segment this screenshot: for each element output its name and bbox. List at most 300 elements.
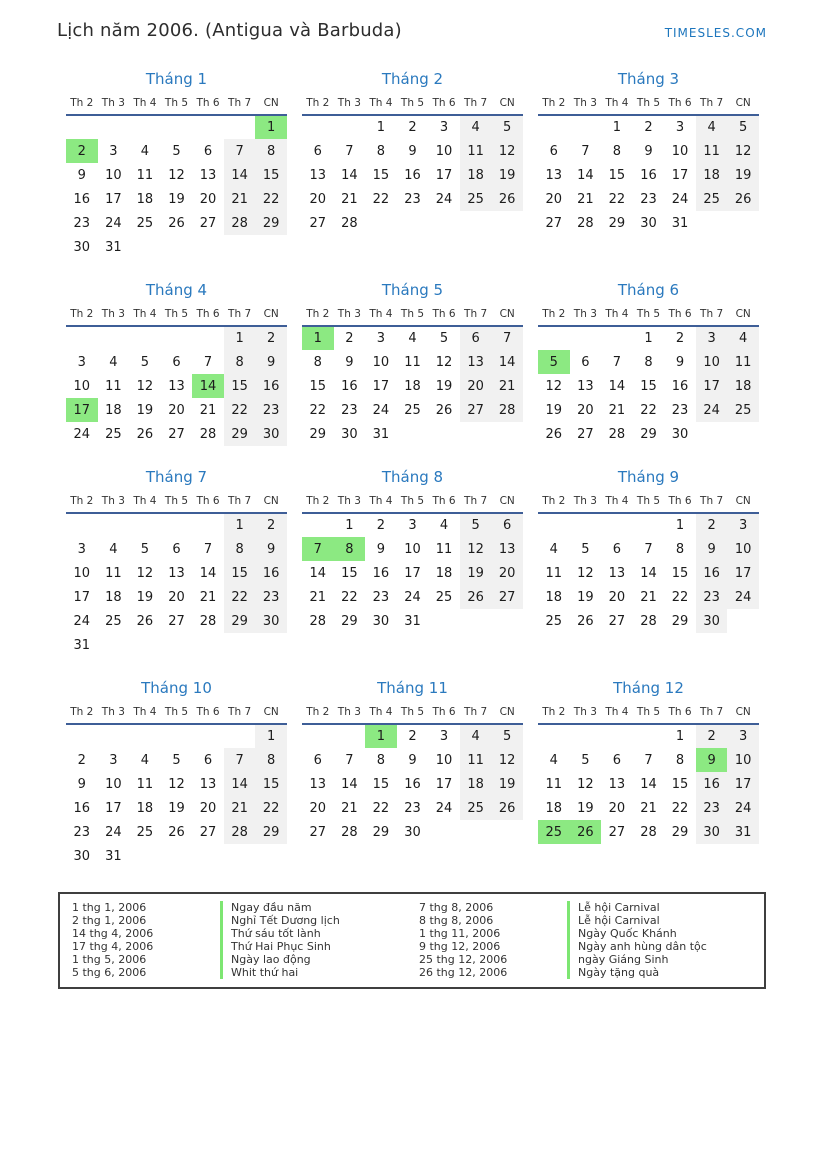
day-cell: 19 (168, 191, 185, 207)
empty-day-cell (192, 513, 224, 537)
day-cell: 5 (172, 143, 181, 159)
weekday-header: Th 6 (428, 94, 460, 115)
weekday-header: Th 2 (66, 492, 98, 513)
day-cell: 14 (640, 565, 657, 581)
day-cell: 28 (608, 426, 626, 442)
day-cell: 4 (408, 331, 417, 346)
legend-row (72, 940, 405, 953)
holiday-day-cell: 5 (538, 350, 570, 374)
legend-date: 8 thg 8, 2006 (419, 914, 494, 927)
weekday-header: Th 5 (633, 492, 665, 513)
day-cell: 20 (168, 402, 185, 418)
day-cell: 26 (491, 187, 523, 211)
empty-day-cell (66, 513, 98, 537)
empty-day-cell (161, 115, 193, 139)
empty-day-cell (570, 724, 602, 748)
legend-date: 26 thg 12, 2006 (419, 966, 508, 979)
weekday-header: Th 4 (601, 94, 633, 115)
day-cell: 23 (341, 402, 358, 418)
weekday-header: CN (255, 305, 287, 326)
day-cell: 17 (73, 589, 91, 605)
day-cell: 4 (439, 518, 449, 533)
day-cell: 6 (612, 752, 622, 768)
day-cell: 22 (341, 589, 358, 605)
weekday-header: Th 3 (334, 492, 366, 513)
day-cell: 17 (696, 374, 728, 398)
month-6 (538, 281, 759, 446)
weekday-header: Th 3 (570, 305, 602, 326)
day-cell: 8 (675, 541, 685, 557)
day-cell: 11 (136, 167, 154, 183)
day-cell: 2 (408, 120, 417, 135)
day-cell: 24 (105, 215, 122, 231)
day-cell: 2 (376, 518, 386, 533)
day-cell: 9 (696, 537, 728, 561)
weekday-header: Th 4 (365, 703, 397, 724)
weekday-header: Th 6 (192, 305, 224, 326)
month-title: Tháng 7 (145, 468, 208, 486)
legend-row (72, 953, 405, 966)
empty-day-cell (161, 235, 193, 259)
day-cell: 18 (460, 163, 492, 187)
day-cell: 16 (671, 378, 689, 394)
weekday-header: Th 2 (302, 305, 334, 326)
page-header (0, 0, 827, 41)
day-cell: 25 (435, 589, 453, 605)
day-cell: 23 (696, 585, 728, 609)
day-cell: 19 (435, 378, 453, 394)
day-cell: 22 (224, 585, 256, 609)
day-cell: 31 (404, 613, 421, 629)
day-cell: 17 (727, 772, 759, 796)
day-cell: 31 (73, 637, 91, 653)
empty-day-cell (192, 235, 224, 259)
day-cell: 27 (577, 426, 594, 442)
day-cell: 5 (581, 752, 590, 768)
day-cell: 18 (105, 402, 122, 418)
weekday-header: Th 7 (696, 492, 728, 513)
month-title: Tháng 2 (381, 70, 444, 88)
day-cell: 16 (404, 167, 421, 183)
month-2 (302, 70, 523, 235)
month-title: Tháng 6 (617, 281, 680, 299)
weekday-header: Th 2 (538, 703, 570, 724)
day-cell: 29 (255, 211, 287, 235)
day-cell: 15 (255, 772, 287, 796)
month-table (66, 305, 287, 446)
day-cell: 1 (376, 120, 386, 135)
day-cell: 23 (73, 215, 91, 231)
empty-day-cell (397, 211, 429, 235)
day-cell: 10 (73, 565, 91, 581)
day-cell: 14 (199, 565, 217, 581)
empty-day-cell (601, 513, 633, 537)
weekday-header: CN (491, 703, 523, 724)
day-cell: 15 (640, 378, 657, 394)
day-cell: 24 (73, 613, 91, 629)
empty-day-cell (66, 326, 98, 350)
weekday-header: Th 3 (334, 305, 366, 326)
day-cell: 24 (727, 585, 759, 609)
weekday-header: Th 3 (98, 703, 130, 724)
day-cell: 14 (608, 378, 626, 394)
day-cell: 28 (199, 613, 217, 629)
day-cell: 4 (696, 115, 728, 139)
brand-link[interactable]: TIMESLES.COM (664, 26, 767, 40)
day-cell: 24 (727, 796, 759, 820)
empty-day-cell (538, 115, 570, 139)
day-cell: 16 (404, 776, 421, 792)
day-cell: 26 (136, 426, 154, 442)
empty-day-cell (334, 724, 366, 748)
holiday-day-cell: 17 (66, 398, 98, 422)
day-cell: 26 (577, 613, 594, 629)
day-cell: 3 (109, 752, 118, 768)
day-cell: 10 (404, 541, 421, 557)
day-cell: 4 (549, 541, 558, 557)
day-cell: 8 (675, 752, 685, 768)
empty-day-cell (570, 513, 602, 537)
holiday-day-cell: 14 (192, 374, 224, 398)
month-11 (302, 679, 523, 844)
empty-day-cell (224, 235, 256, 259)
legend-holiday-name: Thứ Hai Phục Sinh (220, 940, 405, 953)
day-cell: 2 (675, 331, 685, 346)
month-title: Tháng 8 (381, 468, 444, 486)
day-cell: 5 (727, 115, 759, 139)
day-cell: 24 (435, 800, 453, 816)
day-cell: 7 (345, 143, 354, 159)
day-cell: 29 (224, 422, 256, 446)
day-cell: 19 (136, 589, 154, 605)
day-cell: 13 (309, 167, 327, 183)
day-cell: 6 (581, 354, 590, 370)
day-cell: 12 (727, 139, 759, 163)
empty-day-cell (428, 609, 460, 633)
month-table (538, 703, 759, 844)
day-cell: 2 (408, 729, 417, 744)
day-cell: 17 (435, 776, 453, 792)
day-cell: 17 (727, 561, 759, 585)
month-3 (538, 70, 759, 235)
legend-holiday-name: Nghỉ Tết Dương lịch (220, 914, 405, 927)
day-cell: 28 (640, 824, 657, 840)
day-cell: 12 (577, 776, 594, 792)
empty-day-cell (428, 211, 460, 235)
day-cell: 9 (376, 541, 386, 557)
day-cell: 2 (696, 724, 728, 748)
day-cell: 21 (640, 589, 657, 605)
legend-row (72, 914, 405, 927)
legend-holiday-name: Thứ sáu tốt lành (220, 927, 405, 940)
weekday-header: Th 6 (664, 94, 696, 115)
day-cell: 23 (255, 585, 287, 609)
day-cell: 14 (224, 163, 256, 187)
day-cell: 27 (199, 824, 217, 840)
day-cell: 10 (727, 748, 759, 772)
day-cell: 13 (577, 378, 594, 394)
holiday-day-cell: 26 (570, 820, 602, 844)
day-cell: 22 (372, 800, 390, 816)
day-cell: 16 (255, 561, 287, 585)
empty-day-cell (66, 115, 98, 139)
weekday-header: Th 6 (428, 703, 460, 724)
day-cell: 22 (640, 402, 657, 418)
empty-day-cell (460, 609, 492, 633)
weekday-header: Th 6 (192, 492, 224, 513)
legend-holiday-name: Lễ hội Carnival (567, 901, 752, 914)
weekday-header: Th 2 (538, 94, 570, 115)
day-cell: 7 (581, 143, 590, 159)
day-cell: 10 (435, 752, 453, 768)
weekday-header: Th 3 (98, 492, 130, 513)
day-cell: 20 (199, 800, 217, 816)
day-cell: 4 (460, 115, 492, 139)
day-cell: 26 (460, 585, 492, 609)
day-cell: 27 (309, 215, 327, 231)
day-cell: 16 (73, 800, 91, 816)
day-cell: 11 (136, 776, 154, 792)
weekday-header: Th 5 (397, 305, 429, 326)
empty-day-cell (570, 115, 602, 139)
day-cell: 8 (376, 143, 386, 159)
legend-date: 25 thg 12, 2006 (419, 953, 508, 966)
empty-day-cell (192, 326, 224, 350)
day-cell: 23 (696, 796, 728, 820)
weekday-header: Th 2 (302, 492, 334, 513)
day-cell: 21 (608, 402, 626, 418)
day-cell: 15 (224, 374, 256, 398)
day-cell: 13 (491, 537, 523, 561)
day-cell: 15 (671, 776, 689, 792)
day-cell: 12 (577, 565, 594, 581)
legend-row (72, 927, 405, 940)
legend-row (419, 953, 752, 966)
day-cell: 1 (255, 724, 287, 748)
day-cell: 24 (671, 191, 689, 207)
weekday-header: Th 3 (570, 94, 602, 115)
legend-row (72, 901, 405, 914)
day-cell: 20 (309, 800, 327, 816)
day-cell: 18 (136, 800, 154, 816)
weekday-header: Th 5 (161, 305, 193, 326)
holiday-day-cell: 2 (66, 139, 98, 163)
weekday-header: Th 2 (66, 703, 98, 724)
empty-day-cell (727, 609, 759, 633)
legend-date: 5 thg 6, 2006 (72, 966, 147, 979)
weekday-header: Th 4 (365, 492, 397, 513)
day-cell: 24 (73, 426, 91, 442)
weekday-header: Th 4 (601, 492, 633, 513)
day-cell: 19 (491, 772, 523, 796)
legend-date: 14 thg 4, 2006 (72, 927, 154, 940)
day-cell: 7 (644, 541, 653, 557)
weekday-header: Th 2 (66, 94, 98, 115)
day-cell: 6 (612, 541, 622, 557)
day-cell: 29 (671, 824, 689, 840)
day-cell: 15 (255, 163, 287, 187)
month-7 (66, 468, 287, 657)
day-cell: 9 (77, 776, 86, 792)
month-4 (66, 281, 287, 446)
day-cell: 25 (136, 215, 154, 231)
legend-date: 7 thg 8, 2006 (419, 901, 494, 914)
month-table (66, 94, 287, 259)
day-cell: 22 (255, 796, 287, 820)
empty-day-cell (538, 326, 570, 350)
empty-day-cell (601, 724, 633, 748)
month-title: Tháng 5 (381, 281, 444, 299)
day-cell: 8 (255, 139, 287, 163)
day-cell: 16 (73, 191, 91, 207)
day-cell: 19 (491, 163, 523, 187)
day-cell: 5 (581, 541, 590, 557)
day-cell: 15 (608, 167, 626, 183)
day-cell: 21 (224, 796, 256, 820)
day-cell: 23 (640, 191, 657, 207)
legend-date: 17 thg 4, 2006 (72, 940, 154, 953)
day-cell: 28 (577, 215, 594, 231)
empty-day-cell (192, 724, 224, 748)
weekday-header: Th 4 (129, 703, 161, 724)
day-cell: 17 (404, 565, 421, 581)
legend-row (72, 966, 405, 979)
empty-day-cell (460, 422, 492, 446)
legend-holiday-name: Ngày Quốc Khánh (567, 927, 752, 940)
day-cell: 12 (168, 167, 185, 183)
day-cell: 23 (372, 589, 390, 605)
day-cell: 4 (109, 541, 118, 557)
day-cell: 21 (199, 402, 217, 418)
day-cell: 18 (105, 589, 122, 605)
day-cell: 2 (345, 331, 354, 346)
day-cell: 11 (545, 565, 563, 581)
month-table (302, 703, 523, 844)
day-cell: 10 (372, 354, 390, 370)
month-1 (66, 70, 287, 259)
day-cell: 3 (696, 326, 728, 350)
day-cell: 25 (404, 402, 421, 418)
day-cell: 8 (313, 354, 322, 370)
day-cell: 3 (439, 729, 449, 744)
day-cell: 19 (460, 561, 492, 585)
day-cell: 5 (491, 115, 523, 139)
holiday-day-cell: 7 (302, 537, 334, 561)
weekday-header: Th 7 (224, 492, 256, 513)
day-cell: 23 (671, 402, 689, 418)
day-cell: 14 (640, 776, 657, 792)
day-cell: 27 (309, 824, 327, 840)
day-cell: 28 (224, 820, 256, 844)
day-cell: 16 (640, 167, 657, 183)
empty-day-cell (491, 211, 523, 235)
day-cell: 26 (168, 824, 185, 840)
day-cell: 30 (696, 609, 728, 633)
empty-day-cell (255, 633, 287, 657)
day-cell: 30 (640, 215, 657, 231)
day-cell: 7 (203, 541, 213, 557)
day-cell: 8 (255, 748, 287, 772)
empty-day-cell (302, 724, 334, 748)
weekday-header: Th 3 (570, 703, 602, 724)
day-cell: 14 (491, 350, 523, 374)
day-cell: 5 (140, 354, 150, 370)
empty-day-cell (161, 724, 193, 748)
day-cell: 10 (105, 167, 122, 183)
day-cell: 29 (671, 613, 689, 629)
day-cell: 6 (172, 541, 181, 557)
empty-day-cell (538, 513, 570, 537)
day-cell: 7 (345, 752, 354, 768)
day-cell: 18 (727, 374, 759, 398)
empty-day-cell (192, 633, 224, 657)
day-cell: 21 (341, 191, 358, 207)
weekday-header: Th 3 (334, 94, 366, 115)
day-cell: 30 (341, 426, 358, 442)
holiday-day-cell: 9 (696, 748, 728, 772)
month-12 (538, 679, 759, 844)
day-cell: 1 (612, 120, 622, 135)
day-cell: 25 (727, 398, 759, 422)
empty-day-cell (491, 820, 523, 844)
day-cell: 9 (345, 354, 354, 370)
empty-day-cell (129, 115, 161, 139)
day-cell: 11 (727, 350, 759, 374)
weekday-header: Th 4 (365, 94, 397, 115)
weekday-header: Th 6 (428, 305, 460, 326)
day-cell: 13 (545, 167, 563, 183)
day-cell: 18 (435, 565, 453, 581)
day-cell: 29 (255, 820, 287, 844)
day-cell: 7 (203, 354, 213, 370)
empty-day-cell (224, 115, 256, 139)
legend-row (419, 901, 752, 914)
weekday-header: Th 5 (633, 305, 665, 326)
day-cell: 30 (372, 613, 390, 629)
day-cell: 27 (199, 215, 217, 231)
weekday-header: Th 7 (460, 94, 492, 115)
weekday-header: Th 2 (302, 703, 334, 724)
day-cell: 2 (644, 120, 653, 135)
empty-day-cell (428, 422, 460, 446)
day-cell: 30 (255, 422, 287, 446)
day-cell: 27 (460, 398, 492, 422)
day-cell: 2 (255, 326, 287, 350)
day-cell: 22 (372, 191, 390, 207)
weekday-header: Th 7 (460, 703, 492, 724)
empty-day-cell (192, 844, 224, 868)
legend-column-left (72, 901, 405, 979)
month-10 (66, 679, 287, 868)
holiday-day-cell: 25 (538, 820, 570, 844)
month-table (66, 492, 287, 657)
day-cell: 6 (460, 326, 492, 350)
day-cell: 8 (224, 537, 256, 561)
month-table (302, 492, 523, 633)
day-cell: 31 (105, 848, 122, 864)
day-cell: 3 (727, 724, 759, 748)
day-cell: 29 (372, 824, 390, 840)
empty-day-cell (98, 513, 130, 537)
weekday-header: Th 6 (192, 94, 224, 115)
day-cell: 15 (372, 167, 390, 183)
day-cell: 5 (140, 541, 150, 557)
day-cell: 24 (372, 402, 390, 418)
month-9 (538, 468, 759, 633)
empty-day-cell (192, 115, 224, 139)
day-cell: 26 (136, 613, 154, 629)
day-cell: 14 (341, 776, 358, 792)
